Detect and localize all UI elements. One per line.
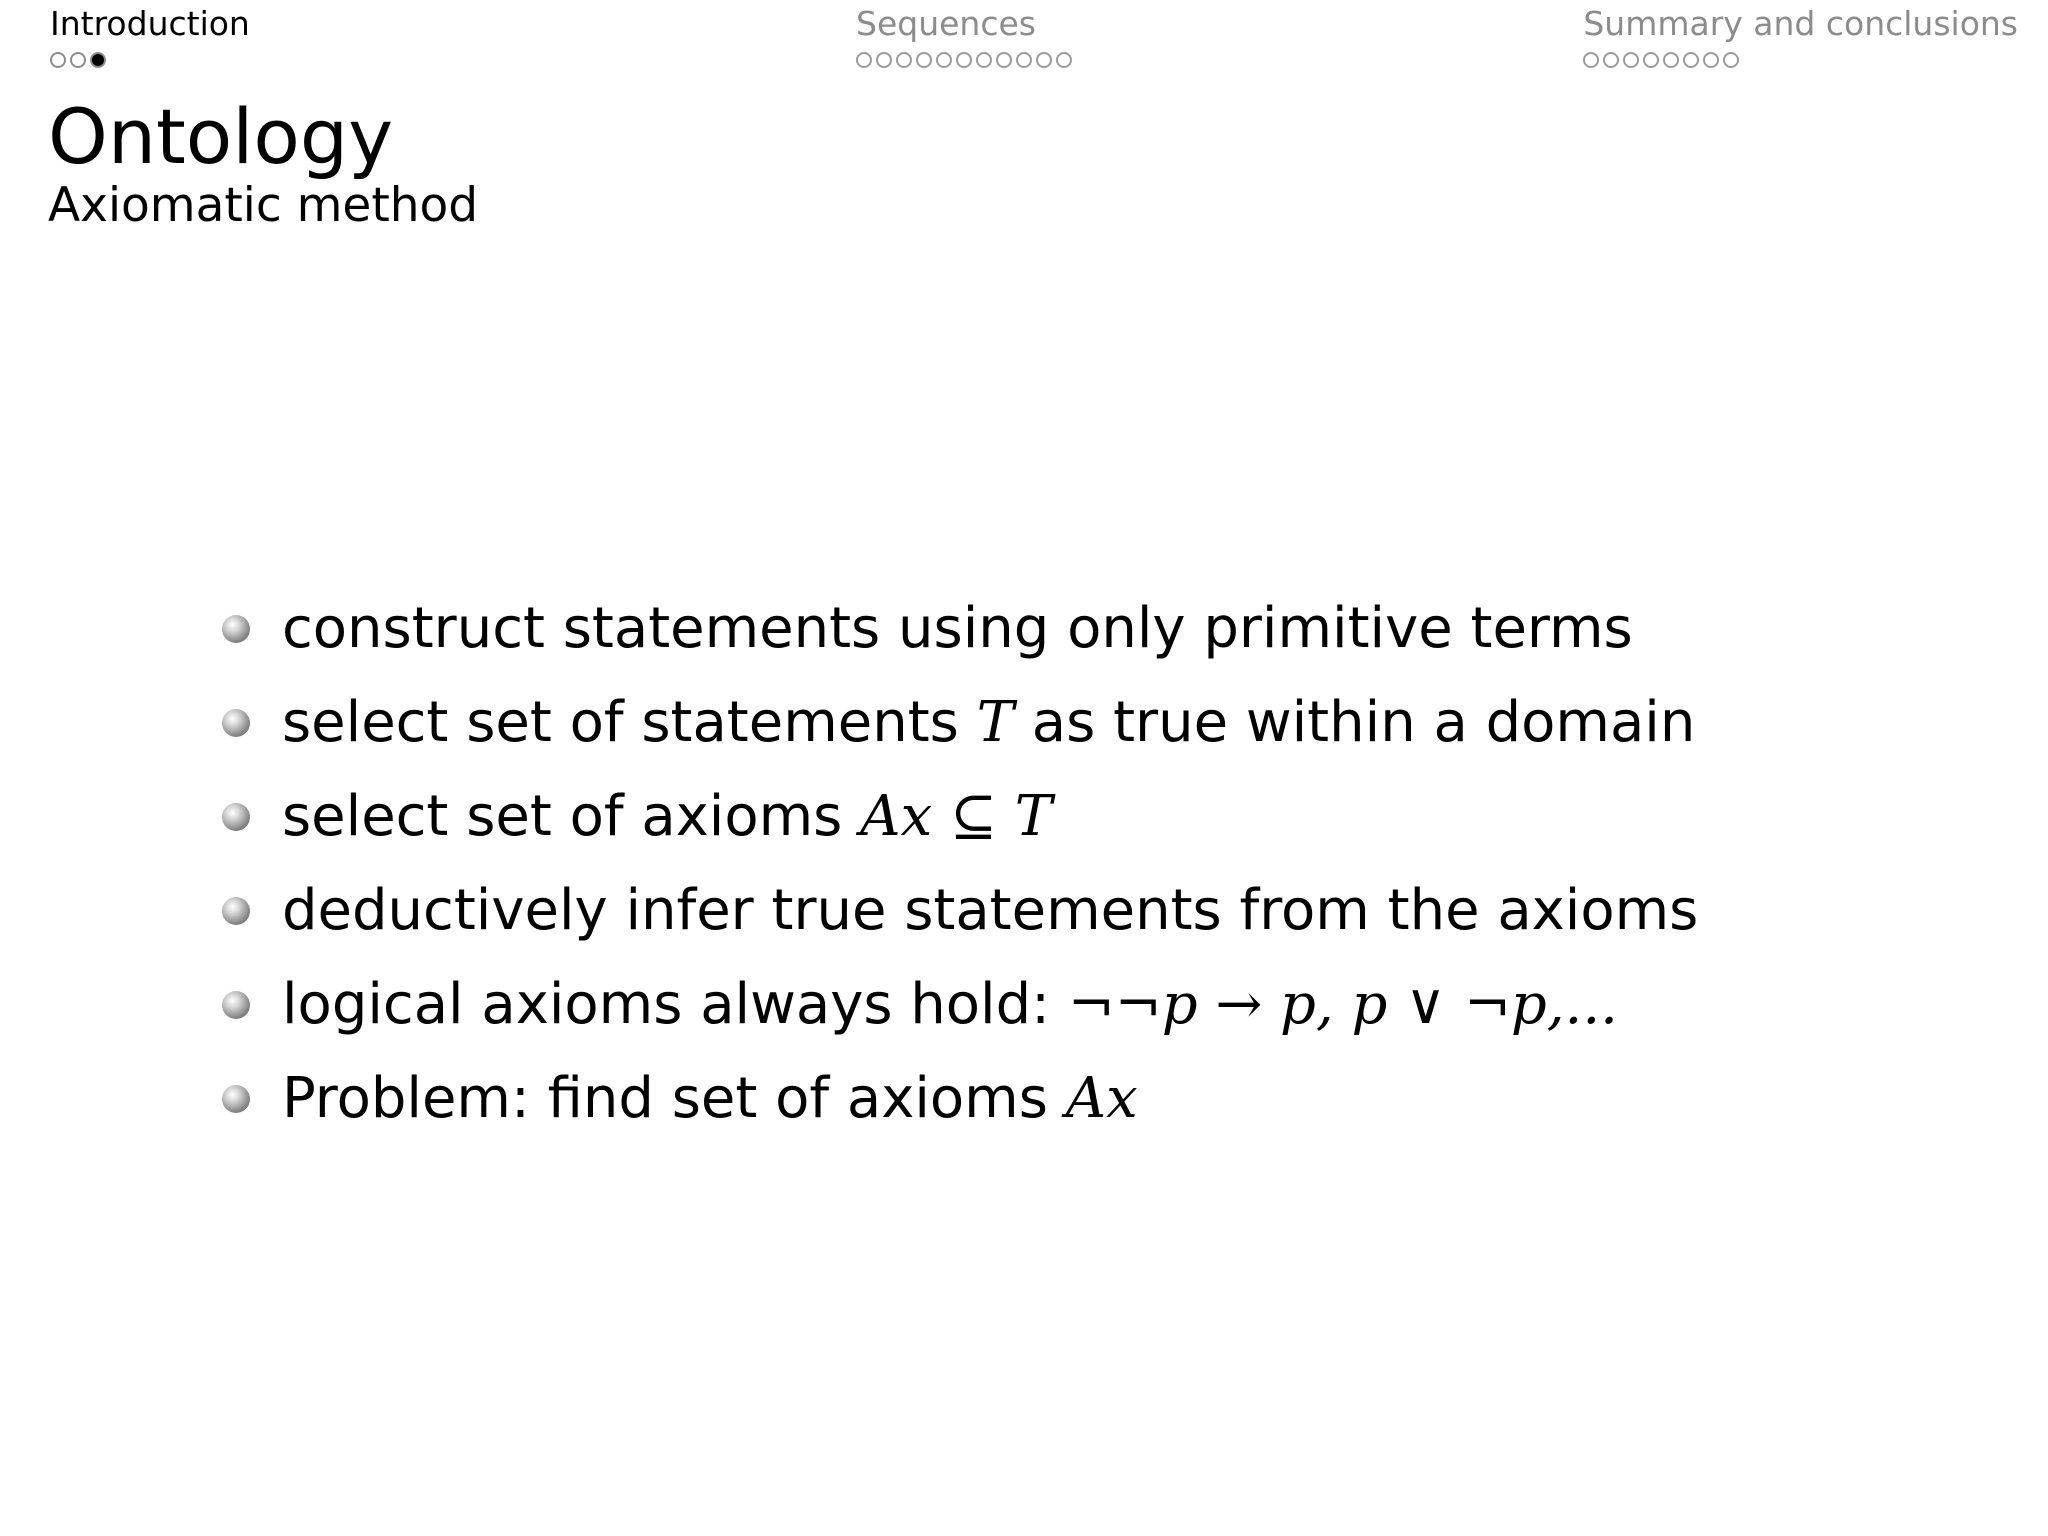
list-item	[222, 1052, 1922, 1146]
frame-title-block	[48, 92, 478, 234]
list-item-text	[282, 1064, 1138, 1134]
nav-dot[interactable]	[856, 52, 872, 68]
list-item	[222, 770, 1922, 864]
nav-dot[interactable]	[50, 52, 66, 68]
nav-dot[interactable]	[996, 52, 1012, 68]
nav-section-summary[interactable]	[1583, 4, 2018, 70]
bullet-icon	[222, 897, 250, 925]
nav-dot[interactable]	[1016, 52, 1032, 68]
nav-dot[interactable]	[1723, 52, 1739, 68]
nav-dots-introduction	[50, 50, 250, 70]
nav-title-summary[interactable]: Summary and conclusions	[1583, 4, 2018, 43]
list-item	[222, 582, 1922, 676]
nav-dots-summary	[1583, 50, 2018, 70]
nav-dot[interactable]	[1683, 52, 1699, 68]
nav-dot[interactable]	[70, 52, 86, 68]
text-segment: select set of axioms	[282, 784, 861, 849]
nav-dots-sequences	[856, 50, 1072, 70]
nav-dot-current[interactable]	[90, 52, 106, 68]
text-segment: select set of statements	[282, 690, 977, 755]
math-expression: T	[976, 690, 1014, 755]
nav-section-introduction[interactable]	[50, 4, 250, 70]
nav-dot[interactable]	[1643, 52, 1659, 68]
list-item-text	[282, 688, 1695, 758]
nav-title-introduction[interactable]: Introduction	[50, 4, 250, 43]
text-segment: Problem: find set of axioms	[282, 1066, 1066, 1131]
text-segment: as true within a domain	[1014, 690, 1696, 755]
list-item-text	[282, 782, 1052, 852]
math-expression: Ax	[1065, 1066, 1138, 1131]
list-item	[222, 676, 1922, 770]
nav-dot[interactable]	[916, 52, 932, 68]
bullet-icon	[222, 709, 250, 737]
bullet-icon	[222, 615, 250, 643]
bullet-icon	[222, 991, 250, 1019]
nav-dot[interactable]	[976, 52, 992, 68]
nav-dot[interactable]	[1583, 52, 1599, 68]
list-item	[222, 958, 1922, 1052]
bullet-list	[222, 582, 1922, 1146]
nav-dot[interactable]	[1663, 52, 1679, 68]
nav-dot[interactable]	[1036, 52, 1052, 68]
nav-dot[interactable]	[1703, 52, 1719, 68]
nav-dot[interactable]	[956, 52, 972, 68]
bullet-icon	[222, 1085, 250, 1113]
nav-dot[interactable]	[876, 52, 892, 68]
math-expression: ¬¬p → p, p ∨ ¬p,...	[1067, 972, 1618, 1037]
nav-dot[interactable]	[1056, 52, 1072, 68]
text-segment: logical axioms always hold:	[282, 972, 1068, 1037]
navigation-bar	[0, 0, 2048, 80]
frame-title: Ontology	[48, 92, 394, 181]
nav-dot[interactable]	[896, 52, 912, 68]
list-item-text: deductively infer true statements from the axioms	[282, 878, 1699, 943]
nav-section-sequences[interactable]	[856, 4, 1072, 70]
nav-dot[interactable]	[1623, 52, 1639, 68]
bullet-icon	[222, 803, 250, 831]
list-item	[222, 864, 1922, 958]
frame-subtitle: Axiomatic method	[48, 178, 479, 233]
list-item-text	[282, 970, 1618, 1040]
nav-dot[interactable]	[936, 52, 952, 68]
list-item-text: construct statements using only primitive terms	[282, 596, 1633, 661]
nav-dot[interactable]	[1603, 52, 1619, 68]
math-expression: Ax ⊆ T	[860, 784, 1053, 849]
nav-title-sequences[interactable]: Sequences	[856, 4, 1036, 43]
